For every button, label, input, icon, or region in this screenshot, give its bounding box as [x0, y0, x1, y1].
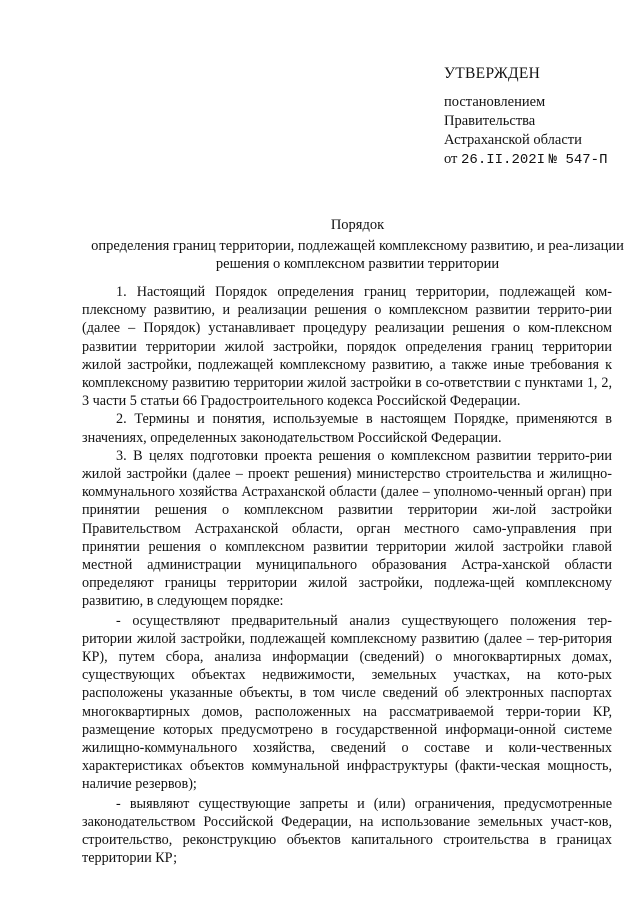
approval-number: № 547-П: [548, 152, 608, 168]
approval-stamp: [444, 64, 607, 170]
paragraph-2: 2. Термины и понятия, используемые в настоящем Порядке, применяются в значениях, определенных законодательством Российской Федерации.: [82, 411, 612, 446]
paragraph-4: - осуществляют предварительный анализ существующего положения тер-ритории жилой застройки, подлежащей комплексному развитию (далее – тер-ритория КР), путем сбора, анализа информации (сведений) о многоквартирных домах, существующих объектах недвижимости, земельных участках, на кото-рых расположены указанные объекты, в том числе сведений об электронных паспортах многоквартирных домов, расположенных на рассматриваемой терри-тории КР, размещение которых предусмотрено в государственной информаци-онной системе жилищно-коммунального хозяйства, сведений о составе и коли-чественных характеристиках объектов коммунальной инфраструктуры (факти-ческая мощность, наличие резервов);: [82, 612, 612, 793]
title-line-1: Порядок: [330, 217, 385, 233]
paragraph-1: 1. Настоящий Порядок определения границ территории, подлежащей ком-плексному развитию, и реализации решения о комплексном развитии террито-рии (далее – Порядок) устанавливает процедуру реализации решения о ком-плексном развитии территории жилой застройки, порядок определения границ территории жилой застройки, подлежащей комплексному развитию, а также иные требования к комплексному развитию территории жилой застройки в со-ответствии с пунктами 1, 2, 3 части 5 статьи 66 Градостроительного кодекса Российской Федерации.: [82, 284, 612, 410]
approval-line-3: Астраханской области: [444, 132, 582, 148]
approval-line-2: Правительства: [444, 113, 536, 129]
approval-heading: УТВЕРЖДЕН: [444, 65, 541, 82]
title-line-2: определения границ территории, подлежащей комплексному развитию, и реа-лизации решения о комплексном развитии территории: [91, 238, 624, 272]
approval-line-1: постановлением: [444, 94, 546, 110]
approval-date-prefix: от: [444, 151, 458, 167]
paragraph-5: - выявляют существующие запреты и (или) ограничения, предусмотренные законодательством Российской Федерации, на использование земельных участ-ков, строительство, реконструкцию объектов капитального строительства в границах территории КР;: [82, 795, 612, 867]
paragraph-3: 3. В целях подготовки проекта решения о комплексном развитии террито-рии жилой застройки (далее – проект решения) министерство строительства и жилищно-коммунального хозяйства Астраханской области (далее – уполномо-ченный орган) при принятии решения о комплексном развитии территории жи-лой застройки Правительством Астраханской области, орган местного само-управления при принятии решения о комплексном развитии территории жилой застройки главой местной администрации муниципального образования Астра-ханской области определяют границы территории жилой застройки, подлежа-щей комплексному развитию, в следующем порядке:: [82, 447, 612, 610]
approval-date: 26.II.202I: [461, 152, 546, 168]
document-body: [82, 283, 612, 868]
approval-date-line: [444, 150, 607, 170]
document-title: [80, 216, 635, 273]
